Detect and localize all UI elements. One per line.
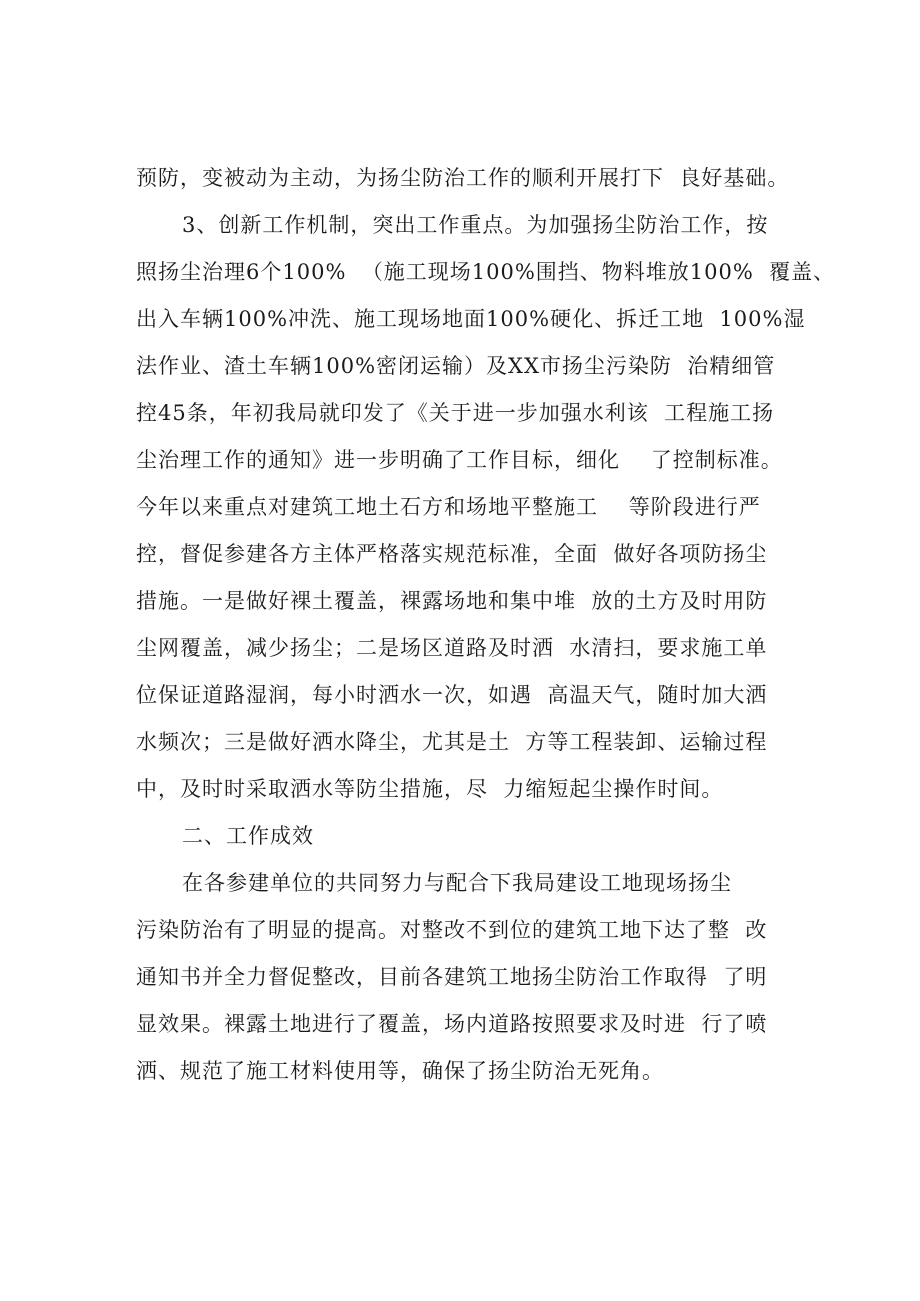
text-line: 污染防治有了明显的提高。对整改不到位的建筑工地下达了整 改 — [136, 918, 768, 942]
text-line: 预防，变被动为主动，为扬尘防治工作的顺利开展打下 良好基础。 — [136, 166, 790, 190]
text-line: 照扬尘治理6个100% （施工现场100%围挡、物料堆放100% 覆盖、 — [136, 260, 836, 284]
text-line: 水频次；三是做好洒水降尘，尤其是土 方等工程装卸、运输过程 — [136, 730, 768, 754]
paragraph-start-line: 在各参建单位的共同努力与配合下我局建设工地现场扬尘 — [182, 871, 732, 895]
text-line: 控，督促参建各方主体严格落实规范标准，全面 做好各项防扬尘 — [136, 542, 768, 566]
text-line: 显效果。裸露土地进行了覆盖，场内道路按照要求及时进 行了喷 — [136, 1012, 768, 1036]
text-line: 控45条，年初我局就印发了《关于进一步加强水利该 工程施工扬 — [136, 401, 775, 425]
text-line: 中，及时时采取洒水等防尘措施，尽 力缩短起尘操作时间。 — [136, 777, 724, 801]
section-heading: 二、工作成效 — [182, 824, 314, 848]
text-line: 尘治理工作的通知》进一步明确了工作目标，细化 了控制标准。 — [136, 448, 783, 472]
paragraph-start-line: 3、创新工作机制，突出工作重点。为加强扬尘防治工作，按 — [182, 213, 769, 237]
text-line: 位保证道路湿润，每小时洒水一次，如遇 高温天气，随时加大洒 — [136, 683, 768, 707]
text-line: 通知书并全力督促整改，目前各建筑工地扬尘防治工作取得 了明 — [136, 965, 768, 989]
text-line: 出入车辆100%冲洗、施工现场地面100%硬化、拆迁工地 100%湿 — [136, 307, 806, 331]
text-line: 法作业、渣土车辆100%密闭运输）及XX市扬尘污染防 治精细管 — [136, 354, 776, 378]
text-line: 尘网覆盖，减少扬尘；二是场区道路及时洒 水清扫，要求施工单 — [136, 636, 768, 660]
text-line: 洒、规范了施工材料使用等，确保了扬尘防治无死角。 — [136, 1059, 664, 1083]
text-line: 措施。一是做好裸土覆盖，裸露场地和集中堆 放的土方及时用防 — [136, 589, 768, 613]
text-line: 今年以来重点对建筑工地土石方和场地平整施工 等阶段进行严 — [136, 495, 761, 519]
